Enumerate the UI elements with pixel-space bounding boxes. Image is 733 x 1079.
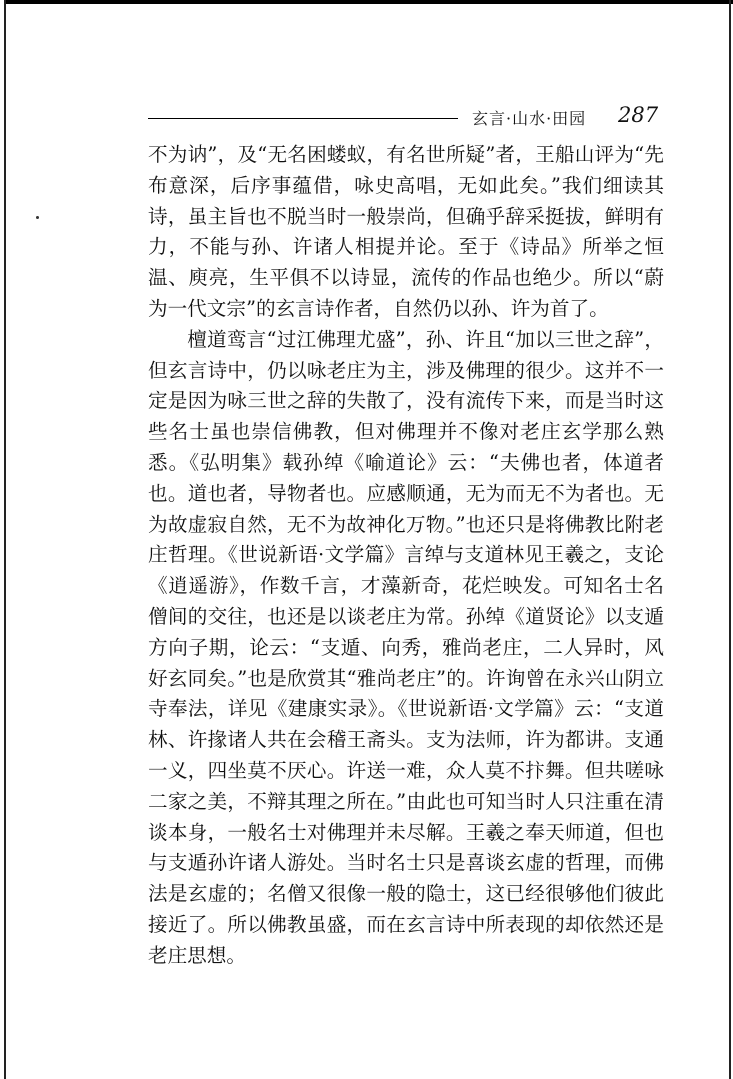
paragraph-1: 不为讷”，及“无名困蝼蚁，有名世所疑”者，王船山评为“先布意深，后序事蕴借，咏史高唱，无如此矣。”我们细读其诗，虽主旨也不脱当时一般崇尚，但确乎辞采挺拔，鲜明有力，不能与孙、许诸人相提并论。至于《诗品》所举之恒温、庾亮，生平俱不以诗显，流传的作品也绝少。所以“蔚为一代文宗”的玄言诗作者，自然仍以孙、许为首了。	[148, 143, 664, 320]
scan-border-top	[4, 0, 733, 4]
page-number: 287	[618, 103, 659, 127]
scan-border-left	[4, 0, 6, 1079]
scan-border-right	[729, 0, 731, 1079]
running-head: 玄言·山水·田园	[472, 109, 587, 128]
scan-speck	[36, 216, 39, 219]
header-rule	[148, 118, 458, 119]
paragraph-2: 檀道鸾言“过江佛理尤盛”，孙、许且“加以三世之辞”，但玄言诗中，仍以咏老庄为主，涉及佛理的很少。这并不一定是因为咏三世之辞的失散了，没有流传下来，而是当时这些名士虽也崇信佛教，但对佛理并不像对老庄玄学那么熟悉。《弘明集》载孙绰《喻道论》云：“夫佛也者，体道者也。道也者，导物者也。应感顺通，无为而无不为者也。无为故虚寂自然，无不为故神化万物。”也还只是将佛教比附老庄哲理。《世说新语·文学篇》言绰与支道林见王羲之，支论《逍遥游》，作数千言，才藻新奇，花烂映发。可知名士名僧间的交往，也还是以谈老庄为常。孙绰《道贤论》以支遁方向子期，论云：“支遁、向秀，雅尚老庄，二人异时，风好玄同矣。”也是欣赏其“雅尚老庄”的。许询曾在永兴山阴立寺奉法，详见《建康实录》。《世说新语·文学篇》云：“支道林、许掾诸人共在会稽王斋头。支为法师，许为都讲。支通一义，四坐莫不厌心。许送一难，众人莫不抃舞。但共嗟咏二家之美，不辩其理之所在。”由此也可知当时人只注重在清谈本身，一般名士对佛理并未尽解。王羲之奉天师道，但也与支遁孙许诸人游处。当时名士只是喜谈玄虚的哲理，而佛法是玄虚的；名僧又很像一般的隐士，这已经很够他们彼此接近了。所以佛教虽盛，而在玄言诗中所表现的却依然还是老庄思想。	[148, 327, 664, 967]
body-text	[148, 140, 664, 972]
